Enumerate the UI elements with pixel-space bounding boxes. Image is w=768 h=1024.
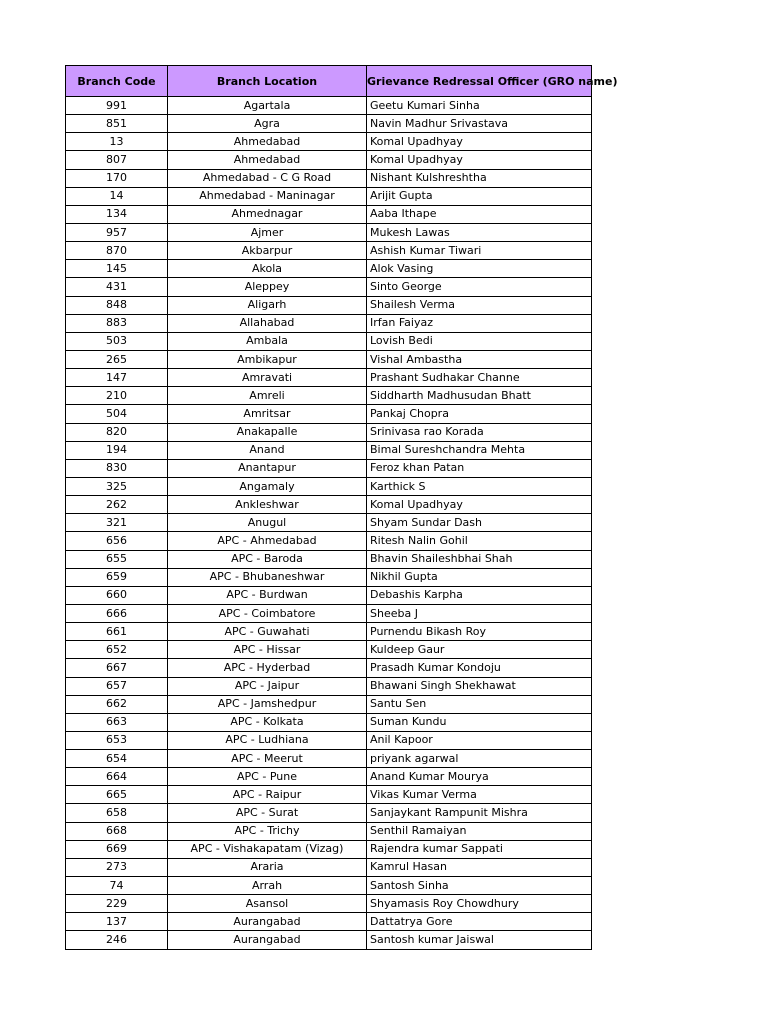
branch-code-cell: 870 [66,242,168,260]
branch-code-cell: 74 [66,877,168,895]
table-row [66,786,592,804]
branch-location-cell: APC - Ahmedabad [168,532,367,550]
gro-name-cell: Purnendu Bikash Roy [367,623,592,641]
gro-name-cell: Shyamasis Roy Chowdhury [367,895,592,913]
branch-code-cell: 321 [66,514,168,532]
table-row [66,369,592,387]
branch-code-cell: 820 [66,423,168,441]
table-row [66,532,592,550]
branch-code-cell: 661 [66,623,168,641]
gro-name-cell: Sanjaykant Rampunit Mishra [367,804,592,822]
gro-name-cell: Sheeba J [367,604,592,622]
table-row [66,278,592,296]
branch-code-cell: 145 [66,260,168,278]
branch-code-cell: 134 [66,205,168,223]
table-row [66,659,592,677]
branch-code-cell: 262 [66,496,168,514]
table-row [66,695,592,713]
gro-name-cell: Debashis Karpha [367,586,592,604]
table-body [66,97,592,950]
branch-location-cell: APC - Kolkata [168,713,367,731]
table-row [66,931,592,949]
branch-code-cell: 657 [66,677,168,695]
gro-name-cell: Lovish Bedi [367,332,592,350]
gro-name-cell: Ashish Kumar Tiwari [367,242,592,260]
branch-code-cell: 669 [66,840,168,858]
table-row [66,477,592,495]
gro-table [65,65,618,950]
gro-name-cell: Anil Kapoor [367,731,592,749]
table-row [66,877,592,895]
branch-code-cell: 14 [66,187,168,205]
gro-name-cell: Komal Upadhyay [367,496,592,514]
table-row [66,423,592,441]
branch-location-cell: APC - Burdwan [168,586,367,604]
branch-code-cell: 654 [66,750,168,768]
table-row [66,496,592,514]
branch-location-cell: Allahabad [168,314,367,332]
branch-location-cell: Ambala [168,332,367,350]
table-row [66,586,592,604]
gro-name-cell: Bhavin Shaileshbhai Shah [367,550,592,568]
branch-location-cell: APC - Baroda [168,550,367,568]
branch-code-cell: 807 [66,151,168,169]
branch-code-cell: 848 [66,296,168,314]
gro-name-cell: Nikhil Gupta [367,568,592,586]
table-row [66,623,592,641]
branch-location-cell: APC - Surat [168,804,367,822]
table-row [66,242,592,260]
table-row [66,713,592,731]
branch-code-cell: 147 [66,369,168,387]
branch-location-cell: APC - Coimbatore [168,604,367,622]
branch-location-cell: APC - Jamshedpur [168,695,367,713]
branch-code-cell: 137 [66,913,168,931]
table-row [66,205,592,223]
gro-name-cell: priyank agarwal [367,750,592,768]
gro-name-cell: Geetu Kumari Sinha [367,97,592,115]
gro-name-cell: Siddharth Madhusudan Bhatt [367,387,592,405]
table-row [66,840,592,858]
table-row [66,441,592,459]
table-row [66,913,592,931]
branch-location-cell: Ahmedabad [168,133,367,151]
branch-code-cell: 652 [66,641,168,659]
branch-location-cell: Akola [168,260,367,278]
table-row [66,296,592,314]
branch-location-cell: Agra [168,115,367,133]
branch-code-cell: 265 [66,350,168,368]
table-row [66,514,592,532]
branch-code-cell: 991 [66,97,168,115]
table-row [66,314,592,332]
gro-name-cell: Bimal Sureshchandra Mehta [367,441,592,459]
table-row [66,187,592,205]
table-row [66,550,592,568]
branch-code-cell: 653 [66,731,168,749]
branch-code-cell: 656 [66,532,168,550]
gro-name-cell: Prashant Sudhakar Channe [367,369,592,387]
gro-name-cell: Ritesh Nalin Gohil [367,532,592,550]
table-row [66,822,592,840]
table-row [66,223,592,241]
gro-name-cell: Sinto George [367,278,592,296]
branch-location-cell: Aurangabad [168,913,367,931]
branch-code-cell: 660 [66,586,168,604]
branch-code-cell: 246 [66,931,168,949]
branch-code-cell: 210 [66,387,168,405]
branch-location-cell: APC - Pune [168,768,367,786]
branch-location-cell: Aligarh [168,296,367,314]
gro-name-cell: Aaba Ithape [367,205,592,223]
branch-code-cell: 830 [66,459,168,477]
gro-name-cell: Prasadh Kumar Kondoju [367,659,592,677]
gro-name-cell: Santosh Sinha [367,877,592,895]
gro-name-cell: Arijit Gupta [367,187,592,205]
branch-location-cell: Aurangabad [168,931,367,949]
table-row [66,731,592,749]
branch-code-cell: 659 [66,568,168,586]
branch-code-cell: 273 [66,858,168,876]
branch-code-cell: 170 [66,169,168,187]
branch-location-cell: Akbarpur [168,242,367,260]
gro-name-cell: Komal Upadhyay [367,133,592,151]
branch-code-cell: 504 [66,405,168,423]
branch-code-cell: 668 [66,822,168,840]
table-row [66,350,592,368]
branch-code-cell: 883 [66,314,168,332]
gro-name-cell: Feroz khan Patan [367,459,592,477]
header-gro-name: Grievance Redressal Officer (GRO name) [367,66,592,97]
branch-location-cell: Anantapur [168,459,367,477]
gro-name-cell: Bhawani Singh Shekhawat [367,677,592,695]
table-row [66,169,592,187]
table-row [66,641,592,659]
table-row [66,858,592,876]
gro-name-cell: Anand Kumar Mourya [367,768,592,786]
branch-code-cell: 431 [66,278,168,296]
branch-code-cell: 229 [66,895,168,913]
branch-location-cell: APC - Hyderbad [168,659,367,677]
table-row [66,115,592,133]
branch-code-cell: 665 [66,786,168,804]
branch-code-cell: 658 [66,804,168,822]
table-row [66,459,592,477]
branch-location-cell: Ahmedabad [168,151,367,169]
branch-location-cell: APC - Raipur [168,786,367,804]
table-row [66,604,592,622]
gro-name-cell: Mukesh Lawas [367,223,592,241]
header-branch-code: Branch Code [66,66,168,97]
gro-name-cell: Senthil Ramaiyan [367,822,592,840]
branch-location-cell: APC - Meerut [168,750,367,768]
branch-code-cell: 851 [66,115,168,133]
branch-location-cell: Araria [168,858,367,876]
branch-location-cell: Ajmer [168,223,367,241]
gro-name-cell: Srinivasa rao Korada [367,423,592,441]
gro-name-cell: Shyam Sundar Dash [367,514,592,532]
branch-code-cell: 957 [66,223,168,241]
branch-location-cell: Agartala [168,97,367,115]
gro-name-cell: Santosh kumar Jaiswal [367,931,592,949]
branch-code-cell: 662 [66,695,168,713]
table-row [66,260,592,278]
table-row [66,133,592,151]
header-branch-location: Branch Location [168,66,367,97]
branch-code-cell: 655 [66,550,168,568]
table-row [66,895,592,913]
branch-location-cell: Angamaly [168,477,367,495]
branch-location-cell: APC - Guwahati [168,623,367,641]
branch-location-cell: Aleppey [168,278,367,296]
gro-name-cell: Dattatrya Gore [367,913,592,931]
branch-code-cell: 13 [66,133,168,151]
branch-location-cell: Amreli [168,387,367,405]
gro-name-cell: Alok Vasing [367,260,592,278]
gro-name-cell: Kuldeep Gaur [367,641,592,659]
branch-code-cell: 503 [66,332,168,350]
branch-location-cell: Amritsar [168,405,367,423]
table-row [66,387,592,405]
branch-location-cell: APC - Trichy [168,822,367,840]
branch-location-cell: Arrah [168,877,367,895]
gro-name-cell: Shailesh Verma [367,296,592,314]
gro-name-cell: Vikas Kumar Verma [367,786,592,804]
gro-name-cell: Vishal Ambastha [367,350,592,368]
gro-name-cell: Karthick S [367,477,592,495]
branch-location-cell: Anand [168,441,367,459]
branch-location-cell: APC - Bhubaneshwar [168,568,367,586]
table-row [66,332,592,350]
header-row [66,66,592,97]
branch-code-cell: 194 [66,441,168,459]
table-row [66,97,592,115]
branch-code-cell: 664 [66,768,168,786]
branch-location-cell: Ambikapur [168,350,367,368]
branch-code-cell: 667 [66,659,168,677]
branch-code-cell: 325 [66,477,168,495]
gro-name-cell: Irfan Faiyaz [367,314,592,332]
branch-location-cell: Anakapalle [168,423,367,441]
branch-location-cell: APC - Jaipur [168,677,367,695]
table-row [66,151,592,169]
gro-name-cell: Santu Sen [367,695,592,713]
branch-location-cell: Asansol [168,895,367,913]
gro-name-cell: Rajendra kumar Sappati [367,840,592,858]
branch-location-cell: APC - Hissar [168,641,367,659]
gro-name-cell: Nishant Kulshreshtha [367,169,592,187]
table-row [66,568,592,586]
table-row [66,677,592,695]
branch-location-cell: Ahmednagar [168,205,367,223]
branch-location-cell: Amravati [168,369,367,387]
branch-location-cell: Ankleshwar [168,496,367,514]
table-row [66,405,592,423]
gro-name-cell: Kamrul Hasan [367,858,592,876]
table-row [66,768,592,786]
branch-location-cell: APC - Vishakapatam (Vizag) [168,840,367,858]
branch-location-cell: APC - Ludhiana [168,731,367,749]
branch-location-cell: Ahmedabad - C G Road [168,169,367,187]
gro-name-cell: Pankaj Chopra [367,405,592,423]
branch-location-cell: Anugul [168,514,367,532]
branch-code-cell: 663 [66,713,168,731]
branch-location-cell: Ahmedabad - Maninagar [168,187,367,205]
branch-code-cell: 666 [66,604,168,622]
gro-name-cell: Navin Madhur Srivastava [367,115,592,133]
table-row [66,750,592,768]
gro-name-cell: Komal Upadhyay [367,151,592,169]
gro-sheet [65,65,618,950]
table-row [66,804,592,822]
gro-name-cell: Suman Kundu [367,713,592,731]
